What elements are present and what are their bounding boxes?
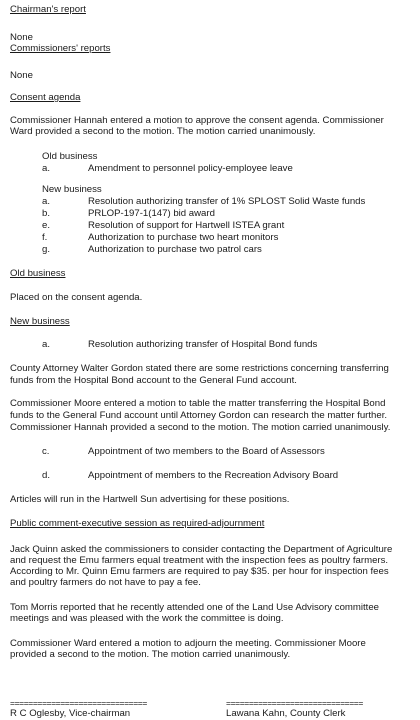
- chairmans-report-body: None: [10, 32, 33, 43]
- public-comment-paragraph-line: provided a second to the motion. The motion carried unanimously.: [10, 649, 291, 660]
- public-comment-paragraph-line: and poultry farmers do not have to pay a fee.: [10, 577, 201, 588]
- consent-new-business-title: New business: [42, 184, 102, 195]
- list-item: [42, 244, 402, 256]
- public-comment-paragraph-line: and request the Emu farmers equal treatment with the inspection fees as poultry farmers.: [10, 555, 389, 566]
- public-comment-paragraph-line: According to Mr. Quinn Emu farmers are required to pay $35. per hour for inspection fees: [10, 566, 389, 577]
- public-comment-paragraph-line: Jack Quinn asked the commissioners to consider contacting the Department of Agriculture: [10, 544, 393, 555]
- list-item-text: Resolution of support for Hartwell ISTEA grant: [88, 220, 285, 231]
- new-business-paragraph-line: funds from the Hospital Bond account to the General Fund account.: [10, 375, 297, 386]
- old-business-heading: Old business: [10, 268, 66, 279]
- signature-name-right: Lawana Kahn, County Clerk: [226, 708, 346, 719]
- list-item: [42, 208, 402, 220]
- list-item: [42, 470, 402, 482]
- list-item-text: Resolution authorizing transfer of Hospital Bond funds: [88, 339, 318, 350]
- list-item-label: a.: [42, 339, 51, 350]
- articles-note: Articles will run in the Hartwell Sun advertising for these positions.: [10, 494, 290, 505]
- new-business-paragraph-line: funds to the General Fund account until Attorney Gordon can research the matter further.: [10, 410, 388, 421]
- list-item: [42, 163, 402, 175]
- old-business-body: Placed on the consent agenda.: [10, 292, 143, 303]
- list-item-label: c.: [42, 446, 50, 457]
- consent-old-business-title: Old business: [42, 151, 98, 162]
- commissioners-reports-body: None: [10, 70, 33, 81]
- list-item: [42, 339, 402, 351]
- list-item-text: PRLOP-197-1(147) bid award: [88, 208, 215, 219]
- signature-line-right: ==============================: [226, 698, 363, 708]
- list-item-label: b.: [42, 208, 51, 219]
- new-business-heading: New business: [10, 316, 70, 327]
- public-comment-paragraph-line: meetings and was pleased with the work the committee is doing.: [10, 613, 284, 624]
- list-item-text: Appointment of two members to the Board of Assessors: [88, 446, 325, 457]
- list-item-text: Authorization to purchase two patrol cars: [88, 244, 262, 255]
- list-item-text: Amendment to personnel policy-employee leave: [88, 163, 293, 174]
- public-comment-paragraph-line: Commissioner Ward entered a motion to adjourn the meeting. Commissioner Moore: [10, 638, 366, 649]
- consent-agenda-paragraph-line: Ward provided a second to the motion. The motion carried unanimously.: [10, 126, 316, 137]
- list-item-text: Appointment of members to the Recreation Advisory Board: [88, 470, 339, 481]
- signature-line-left: ==============================: [10, 698, 147, 708]
- list-item-label: d.: [42, 470, 51, 481]
- new-business-paragraph-line: County Attorney Walter Gordon stated there are some restrictions concerning transferring: [10, 363, 389, 374]
- list-item-label: e.: [42, 220, 51, 231]
- consent-agenda-heading: Consent agenda: [10, 92, 81, 103]
- list-item-text: Resolution authorizing transfer of 1% SPLOST Solid Waste funds: [88, 196, 366, 207]
- chairmans-report-heading: Chairman's report: [10, 4, 86, 15]
- list-item-label: a.: [42, 163, 51, 174]
- list-item: [42, 232, 402, 244]
- list-item: [42, 220, 402, 232]
- signature-name-left: R C Oglesby, Vice-chairman: [10, 708, 131, 719]
- list-item: [42, 196, 402, 208]
- consent-agenda-paragraph-line: Commissioner Hannah entered a motion to approve the consent agenda. Commissioner: [10, 115, 384, 126]
- list-item-text: Authorization to purchase two heart monitors: [88, 232, 279, 243]
- commissioners-reports-heading: Commissioners' reports: [10, 43, 111, 54]
- list-item-label: g.: [42, 244, 51, 255]
- public-comment-paragraph-line: Tom Morris reported that he recently attended one of the Land Use Advisory committee: [10, 602, 380, 613]
- list-item-label: f.: [42, 232, 48, 243]
- list-item: [42, 446, 402, 458]
- new-business-paragraph-line: Commissioner Moore entered a motion to table the matter transferring the Hospital Bond: [10, 398, 386, 409]
- list-item-label: a.: [42, 196, 51, 207]
- new-business-paragraph-line: Commissioner Hannah provided a second to the motion. The motion carried unanimously.: [10, 422, 391, 433]
- public-comment-heading: Public comment-executive session as required-adjournment: [10, 518, 265, 529]
